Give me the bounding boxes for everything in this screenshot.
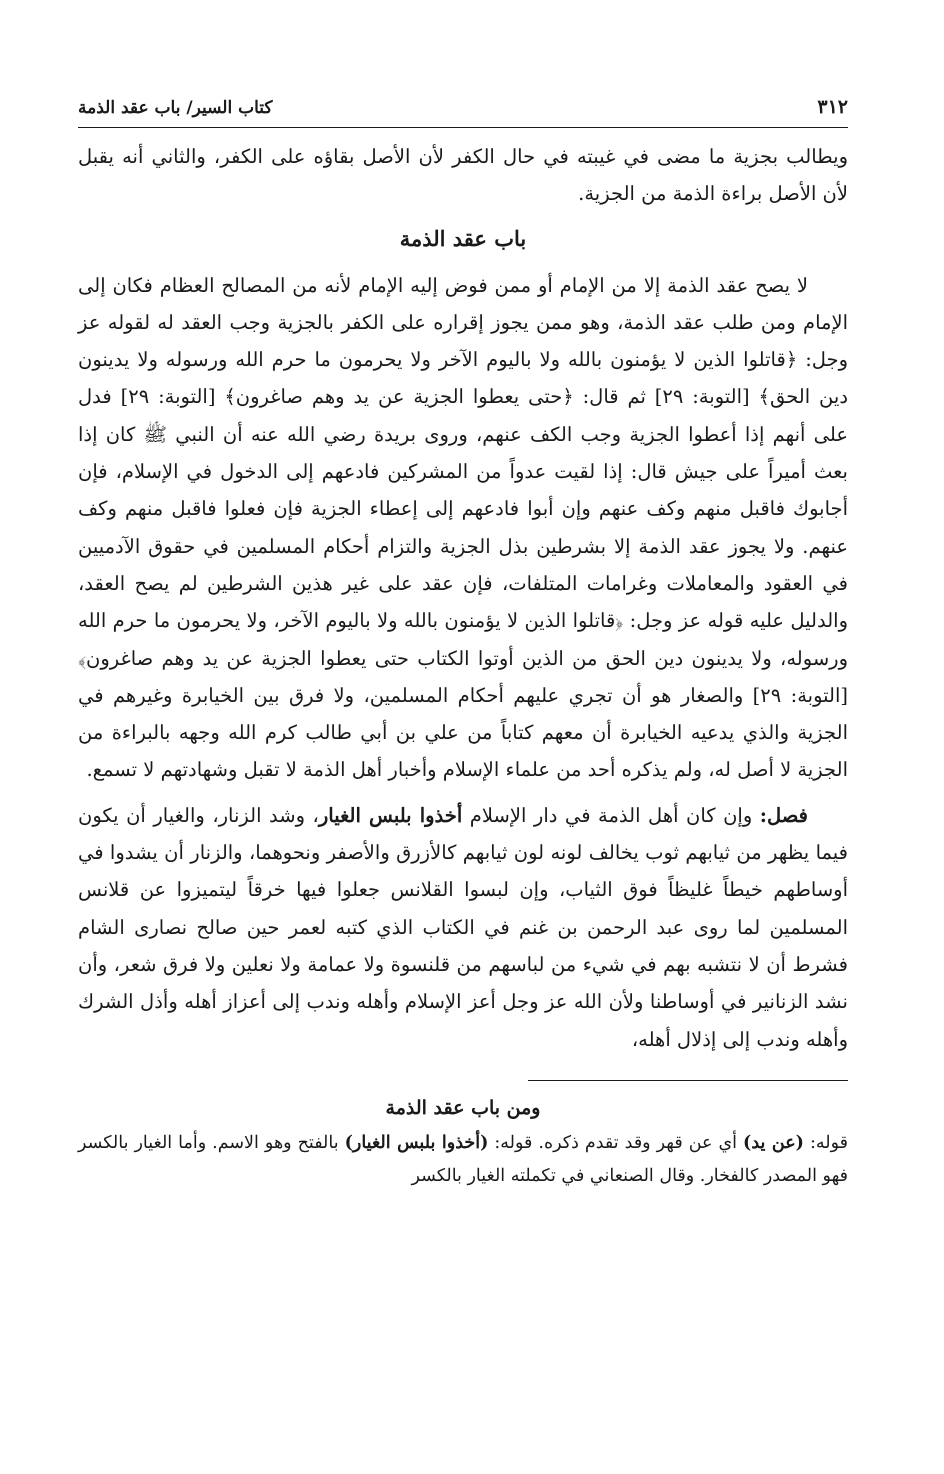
footnote-part3: بالفتح وهو الاسم. وأما الغيار بالكسر فهو المصدر كالفخار. وقال الصنعاني في تكملته الغيار بالكسر — [78, 1132, 848, 1186]
intro-paragraph: ويطالب بجزية ما مضى في غيبته في حال الكفر لأن الأصل بقاؤه على الكفر، والثاني أنه يقبل لأن الأصل براءة الذمة من الجزية. — [78, 145, 848, 206]
fasl-paragraph — [78, 797, 848, 1058]
footnote-text — [78, 1127, 848, 1193]
fasl-text-after: ، وشد الزنار، والغيار أن يكون فيما يظهر من ثيابهم ثوب يخالف لونه لون ثيابهم كالأزرق والأصفر ونحوهما، والزنار أن يشدوا في أوساطهم خيطاً غليظاً فوق الثياب، وإن لبسوا القلانس جعلوا فيها خرقاً ليتميزوا عن قلانس المسلمين لما روى عبد الرحمن بن غنم في الكتاب الذي كتبه لعمر حين صالح نصارى الشام فشرط أن لا نتشبه بهم في شيء من لباسهم من قلنسوة ولا عمامة ولا نعلين ولا فرق شعر، وأن نشد الزنانير في أوساطنا ولأن الله عز وجل أعز الإسلام وأهله وندب إلى أعزاز أهله وأذل الشرك وأهله وندب إلى إذلال أهله، — [78, 803, 848, 1051]
fasl-text-before: وإن كان أهل الذمة في دار الإسلام — [462, 803, 760, 827]
footnote-divider — [528, 1080, 848, 1081]
footnote-part2: أي عن قهر وقد تقدم ذكره. قوله: — [488, 1132, 744, 1153]
page-number: ٣١٢ — [817, 96, 848, 118]
running-title: كتاب السير/ باب عقد الذمة — [78, 98, 273, 118]
page-header — [78, 96, 848, 128]
footnote-part1: قوله: — [803, 1132, 848, 1153]
section-heading: باب عقد الذمة — [399, 225, 527, 251]
book-page — [78, 96, 848, 1193]
fasl-label: فصل: — [759, 803, 808, 827]
footnote-heading: ومن باب عقد الذمة — [385, 1096, 541, 1119]
fasl-bold-phrase: أخذوا بلبس الغيار — [318, 803, 463, 827]
main-paragraph: لا يصح عقد الذمة إلا من الإمام أو ممن فوض إليه الإمام لأنه من المصالح العظام فكان إلى الإمام ومن طلب عقد الذمة، وهو ممن يجوز إقراره على الكفر بالجزية وجب العقد له لقوله عز وجل: ﴿قاتلوا الذين لا يؤمنون بالله ولا باليوم الآخر ولا يحرمون ما حرم الله ورسوله ولا يدينون دين الحق﴾ [التوبة: ٢٩] ثم قال: ﴿حتى يعطوا الجزية عن يد وهم صاغرون﴾ [التوبة: ٢٩] فدل على أنهم إذا أعطوا الجزية وجب الكف عنهم، وروى بريدة رضي الله عنه أن النبي ﷺ كان إذا بعث أميراً على جيش قال: إذا لقيت عدواً من المشركين فادعهم إلى الدخول في الإسلام، فإن أجابوك فاقبل منهم وكف عنهم وإن أبوا فادعهم إلى إعطاء الجزية فإن فعلوا فاقبل منهم وكف عنهم. ولا يجوز عقد الذمة إلا بشرطين بذل الجزية والتزام أحكام المسلمين في حقوق الآدميين في العقود والمعاملات وغرامات المتلفات، فإن عقد على غير هذين الشرطين لم يصح العقد، والدليل عليه قوله عز وجل: ﴿قاتلوا الذين لا يؤمنون بالله ولا باليوم الآخر، ولا يحرمون ما حرم الله ورسوله، ولا يدينون دين الحق من الذين أوتوا الكتاب حتى يعطوا الجزية عن يد وهم صاغرون﴾ [التوبة: ٢٩] والصغار هو أن تجري عليهم أحكام المسلمين، ولا فرق بين الخيابرة وغيرهم في الجزية والذي يدعيه الخيابرة أن معهم كتاباً من علي بن أبي طالب كرم الله وجهه بالبراءة من الجزية لا أصل له، ولم يذكره أحد من علماء الإسلام وأخبار أهل الذمة لا تقبل وشهادتهم لا تسمع. — [78, 273, 849, 782]
footnote-bold2: (أخذوا بلبس الغيار) — [344, 1132, 489, 1153]
footnote-bold1: (عن يد) — [743, 1132, 804, 1153]
